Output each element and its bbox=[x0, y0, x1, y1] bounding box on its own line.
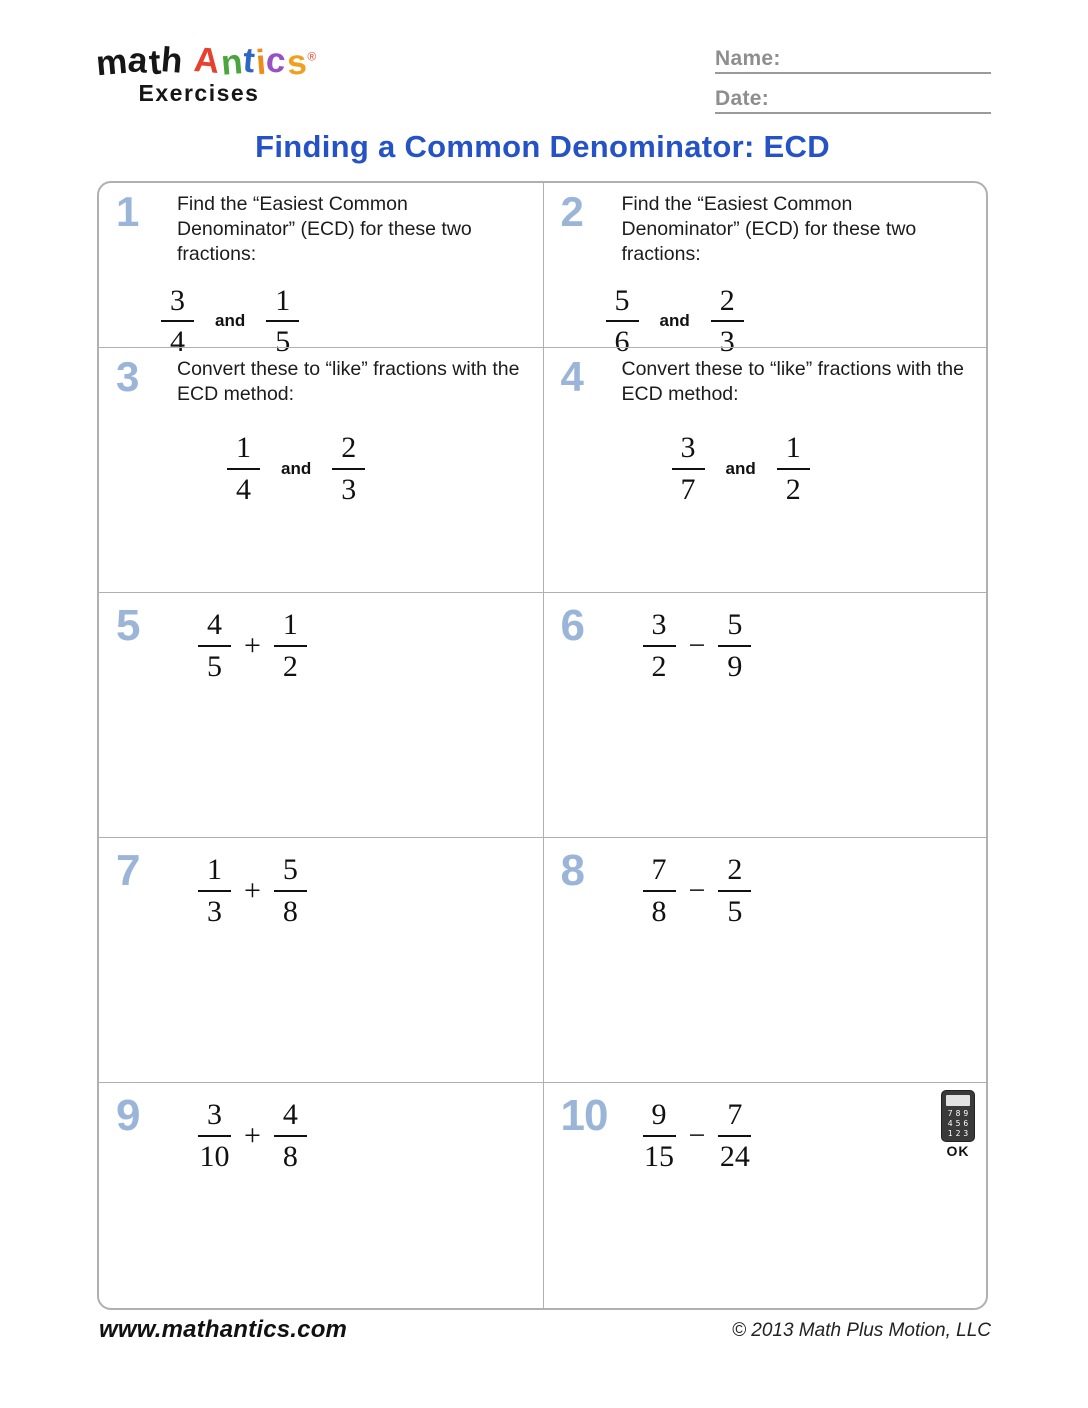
fraction-pair bbox=[672, 431, 987, 506]
name-label: Name: bbox=[715, 47, 781, 70]
date-line[interactable] bbox=[715, 87, 991, 114]
calculator-ok-badge bbox=[935, 1090, 981, 1159]
denominator: 5 bbox=[727, 894, 743, 928]
denominator: 3 bbox=[719, 325, 735, 359]
logo-letter: n bbox=[219, 42, 245, 83]
denominator: 4 bbox=[170, 325, 185, 359]
problem-cell-6 bbox=[543, 592, 987, 837]
fraction bbox=[227, 431, 260, 506]
denominator: 10 bbox=[199, 1139, 230, 1173]
numerator: 2 bbox=[332, 431, 365, 470]
denominator: 8 bbox=[282, 1139, 298, 1173]
numerator: 1 bbox=[227, 431, 260, 470]
registered-trademark-icon: ® bbox=[307, 49, 318, 64]
calculator-keys-row: 789 bbox=[947, 1109, 972, 1118]
denominator: 8 bbox=[651, 894, 667, 928]
problem-cell-3 bbox=[99, 347, 543, 592]
calculator-ok-label: OK bbox=[946, 1143, 970, 1159]
problem-cell-5 bbox=[99, 592, 543, 837]
logo-letter: s bbox=[285, 42, 310, 83]
date-label: Date: bbox=[715, 87, 770, 110]
problem-cell-9 bbox=[99, 1082, 543, 1308]
problem-number: 5 bbox=[116, 601, 140, 650]
fraction bbox=[643, 853, 676, 928]
problem-number: 10 bbox=[560, 1091, 608, 1140]
problem-number: 2 bbox=[560, 188, 583, 235]
operator: − bbox=[688, 1118, 706, 1152]
numerator: 2 bbox=[718, 853, 751, 892]
denominator: 2 bbox=[651, 649, 667, 683]
calculator-screen bbox=[946, 1095, 970, 1106]
operator: + bbox=[244, 628, 261, 662]
math-antics-logo bbox=[94, 39, 318, 107]
fraction bbox=[274, 1098, 307, 1173]
fraction bbox=[274, 853, 307, 928]
copyright-notice: © 2013 Math Plus Motion, LLC bbox=[731, 1320, 991, 1341]
problem-cell-8 bbox=[543, 837, 987, 1082]
calculator-keys-row: 456 bbox=[947, 1119, 972, 1128]
and-label: and bbox=[725, 458, 756, 478]
logo-letter: t bbox=[241, 40, 258, 81]
numerator: 2 bbox=[711, 284, 744, 323]
problem-instruction: Convert these to “like” fractions with the ECD method: bbox=[621, 358, 964, 405]
and-label: and bbox=[215, 311, 246, 331]
numerator: 1 bbox=[266, 284, 299, 323]
fraction bbox=[718, 1098, 751, 1173]
logo-letter: c bbox=[264, 40, 289, 81]
numerator: 1 bbox=[777, 431, 810, 470]
logo-letter: a bbox=[126, 40, 151, 81]
numerator: 1 bbox=[274, 608, 307, 647]
denominator: 24 bbox=[719, 1139, 750, 1173]
problem-number: 3 bbox=[116, 353, 139, 400]
fraction-expression bbox=[643, 853, 752, 928]
logo-letter: i bbox=[254, 42, 269, 83]
numerator: 7 bbox=[643, 853, 676, 892]
operator: − bbox=[688, 628, 706, 662]
numerator: 9 bbox=[643, 1098, 676, 1137]
numerator: 3 bbox=[672, 431, 705, 470]
numerator: 5 bbox=[606, 284, 639, 323]
fraction bbox=[777, 431, 810, 506]
fraction bbox=[643, 608, 676, 683]
denominator: 3 bbox=[207, 894, 222, 928]
denominator: 2 bbox=[785, 472, 801, 506]
numerator: 7 bbox=[718, 1098, 751, 1137]
denominator: 2 bbox=[282, 649, 298, 683]
denominator: 5 bbox=[275, 325, 291, 359]
fraction bbox=[198, 853, 231, 928]
problem-number: 1 bbox=[116, 188, 139, 235]
website-url: www.mathantics.com bbox=[99, 1316, 348, 1343]
fraction bbox=[672, 431, 705, 506]
fraction bbox=[643, 1098, 676, 1173]
problem-number: 9 bbox=[116, 1091, 140, 1140]
logo-letter: h bbox=[159, 40, 186, 81]
problem-cell-4 bbox=[543, 347, 987, 592]
denominator: 6 bbox=[614, 325, 630, 359]
problem-number: 6 bbox=[560, 601, 584, 650]
numerator: 1 bbox=[198, 853, 231, 892]
denominator: 4 bbox=[236, 472, 251, 506]
problem-cell-1 bbox=[99, 183, 543, 359]
problem-number: 8 bbox=[560, 846, 584, 895]
calculator-icon bbox=[941, 1090, 975, 1142]
logo-letter: A bbox=[192, 39, 223, 82]
denominator: 5 bbox=[207, 649, 222, 683]
fraction bbox=[718, 608, 751, 683]
worksheet-title: Finding a Common Denominator: ECD bbox=[255, 129, 830, 164]
name-date-block bbox=[715, 47, 991, 127]
fraction bbox=[332, 431, 365, 506]
denominator: 15 bbox=[644, 1139, 674, 1173]
fraction-expression bbox=[198, 608, 307, 683]
operator: + bbox=[244, 873, 261, 907]
operator: − bbox=[688, 873, 706, 907]
numerator: 4 bbox=[274, 1098, 307, 1137]
and-label: and bbox=[659, 311, 690, 331]
logo-letter: m bbox=[94, 41, 130, 84]
problem-number: 7 bbox=[116, 846, 140, 895]
numerator: 3 bbox=[198, 1098, 231, 1137]
fraction bbox=[198, 608, 231, 683]
problem-cell-10 bbox=[543, 1082, 987, 1308]
problems-grid bbox=[97, 181, 988, 1310]
and-label: and bbox=[281, 458, 312, 478]
fraction bbox=[198, 1098, 231, 1173]
numerator: 4 bbox=[198, 608, 231, 647]
fraction bbox=[274, 608, 307, 683]
logo-wordmark bbox=[94, 39, 318, 84]
fraction-pair bbox=[227, 431, 543, 506]
denominator: 9 bbox=[727, 649, 743, 683]
fraction-expression bbox=[198, 1098, 307, 1173]
fraction-expression bbox=[198, 853, 307, 928]
fraction-expression bbox=[643, 608, 752, 683]
problem-instruction: Convert these to “like” fractions with the ECD method: bbox=[177, 358, 520, 405]
problem-cell-7 bbox=[99, 837, 543, 1082]
denominator: 7 bbox=[680, 472, 696, 506]
numerator: 5 bbox=[274, 853, 307, 892]
denominator: 8 bbox=[282, 894, 298, 928]
numerator: 3 bbox=[161, 284, 194, 323]
operator: + bbox=[244, 1118, 261, 1152]
logo-subtitle: Exercises bbox=[138, 80, 260, 106]
logo-letter: t bbox=[147, 42, 164, 83]
problem-instruction: Find the “Easiest Common Denominator” (ECD) for these two fractions: bbox=[177, 193, 472, 265]
numerator: 3 bbox=[643, 608, 676, 647]
problem-cell-2 bbox=[543, 183, 987, 359]
fraction bbox=[718, 853, 751, 928]
name-line[interactable] bbox=[715, 47, 991, 74]
fraction-expression bbox=[643, 1098, 752, 1173]
numerator: 5 bbox=[718, 608, 751, 647]
problem-instruction: Find the “Easiest Common Denominator” (ECD) for these two fractions: bbox=[621, 193, 917, 265]
problem-number: 4 bbox=[560, 353, 583, 400]
calculator-keys-row: 123 bbox=[947, 1129, 972, 1138]
denominator: 3 bbox=[341, 472, 357, 506]
